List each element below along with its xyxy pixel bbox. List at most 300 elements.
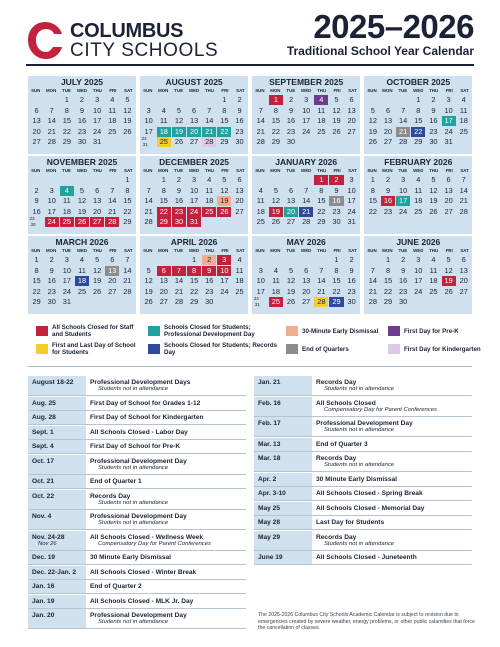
day-cell: 5: [146, 265, 151, 275]
weekday-label: MON: [46, 88, 57, 93]
day-cell: 13: [444, 185, 453, 195]
event-row: [254, 376, 472, 395]
event-row: [254, 502, 472, 515]
event-date: [254, 376, 312, 395]
blank-cell: [366, 95, 380, 105]
weekday-label: SAT: [348, 248, 357, 253]
event-title: All Schools Closed - Winter Break: [90, 568, 197, 576]
day-cell: 13: [32, 116, 41, 125]
day-cell: 4: [431, 255, 436, 264]
blank-cell: [45, 95, 59, 105]
event-separator: [28, 628, 246, 629]
blank-cell: [30, 95, 44, 105]
day-cell: 2: [401, 255, 406, 264]
event-description: [312, 397, 472, 416]
weekday-label: TUE: [286, 168, 296, 173]
day-cell: 3: [446, 95, 451, 104]
day-cell: 15: [189, 276, 199, 285]
day-cell: 7: [146, 185, 151, 195]
event-row: [254, 438, 472, 451]
event-date: [254, 452, 312, 471]
day-cell: 29: [189, 297, 199, 306]
weekday-label: MON: [158, 248, 169, 253]
weekday-label: WED: [76, 248, 88, 253]
month-december-2025: [140, 156, 248, 234]
day-cell: 14: [368, 276, 377, 285]
day-cell: 15: [383, 276, 393, 285]
day-cell: 20: [284, 207, 298, 217]
weekday-label: MON: [382, 88, 393, 93]
day-cell: 8: [334, 265, 339, 275]
day-cell: 18: [414, 196, 423, 205]
day-cell: 17: [442, 116, 456, 126]
weekday-header: [364, 248, 472, 254]
weekday-label: TUE: [286, 88, 296, 93]
day-cell: 1: [370, 175, 375, 184]
day-cell: 9: [349, 265, 354, 275]
weekday-label: MON: [382, 168, 393, 173]
day-cell: 20: [347, 116, 356, 125]
day-cell: 2: [202, 255, 216, 265]
day-cell: 20: [32, 126, 41, 136]
day-cell: 6: [110, 255, 115, 264]
day-cell: 30: [172, 217, 186, 227]
event-description: [86, 426, 246, 439]
event-note: Students not in attendance: [98, 386, 169, 392]
event-row: [28, 580, 246, 593]
legend-item: [148, 322, 282, 340]
day-cell: 2: [385, 175, 391, 184]
day-cell: 3: [192, 175, 197, 184]
blank-cell: [172, 255, 186, 265]
day-cell: 7: [49, 105, 54, 115]
day-cell: 11: [63, 196, 71, 205]
day-cell: 19: [286, 286, 296, 296]
event-date: [28, 580, 86, 593]
weekday-label: WED: [413, 88, 424, 93]
day-cell: 24: [444, 126, 453, 136]
month-calendars: [28, 76, 472, 316]
day-cell: 14: [399, 116, 408, 125]
month-title: MARCH 2026: [55, 237, 109, 247]
weekday-label: SUN: [31, 88, 41, 93]
weekday-label: TUE: [174, 168, 184, 173]
weekday-label: SUN: [31, 168, 41, 173]
day-cell: 1: [161, 175, 166, 184]
event-title: Professional Development Days: [90, 379, 191, 386]
weekday-label: THU: [205, 168, 215, 173]
day-cell: 13: [302, 276, 311, 285]
month-title: SEPTEMBER 2025: [269, 77, 344, 87]
day-cell: 26: [75, 217, 89, 227]
weekday-label: SUN: [255, 88, 265, 93]
event-title: All Schools Closed - Wellness Week: [90, 533, 203, 541]
day-grid: [28, 94, 136, 148]
event-description: [312, 551, 472, 564]
day-cell: 17: [396, 196, 410, 206]
weekday-label: TUE: [398, 168, 408, 173]
event-title: Professional Development Day: [316, 420, 413, 427]
day-cell: 8: [370, 185, 375, 195]
day-cell: 6: [461, 255, 466, 264]
day-grid: [140, 94, 248, 148]
day-cell: 12: [368, 116, 377, 125]
event-row: [254, 551, 472, 564]
day-cell: 18: [235, 276, 244, 285]
month-march-2026: [28, 236, 136, 314]
event-description: [86, 510, 246, 529]
month-april-2026: [140, 236, 248, 314]
blank-cell: [187, 95, 201, 105]
day-cell: 16: [205, 276, 214, 285]
day-cell: 24: [93, 126, 102, 136]
day-cell: 1: [314, 175, 328, 185]
day-cell: 17: [189, 196, 199, 205]
day-cell: 22: [62, 126, 71, 136]
day-cell: 9: [49, 265, 54, 275]
day-cell: 26: [271, 217, 281, 226]
event-title: Records Day: [316, 455, 357, 462]
day-grid: [364, 254, 472, 308]
event-date-text: June 19: [258, 554, 283, 561]
event-date-text: Feb. 17: [258, 420, 281, 427]
day-cell: 11: [272, 276, 280, 285]
day-cell: 14: [47, 116, 56, 125]
day-cell: 26: [286, 297, 296, 306]
weekday-label: SUN: [143, 248, 153, 253]
legend-label: Schools Closed for Students; Records Day: [164, 342, 278, 356]
weekday-label: THU: [92, 168, 102, 173]
event-date: [28, 376, 86, 395]
day-cell: 6: [192, 105, 197, 115]
event-row: [254, 452, 472, 471]
weekday-label: SUN: [367, 88, 377, 93]
event-row: [254, 531, 472, 550]
blank-cell: [314, 255, 328, 265]
weekday-label: MON: [270, 88, 281, 93]
blank-cell: [157, 255, 171, 265]
day-cell: 8: [273, 105, 278, 115]
day-cell: 12: [93, 265, 102, 275]
weekday-header: [28, 248, 136, 254]
day-cell: 31: [187, 217, 201, 227]
blank-cell: [284, 175, 298, 185]
weekday-label: FRI: [333, 88, 341, 93]
day-cell: 22: [189, 286, 199, 296]
day-cell: 20: [383, 126, 393, 136]
day-cell: 16: [347, 276, 356, 285]
event-date-text: Aug. 28: [32, 414, 56, 421]
event-date-text: Dec. 22-Jan. 2: [32, 568, 76, 576]
event-date: [28, 531, 86, 550]
day-cell: 1: [222, 95, 227, 104]
day-cell: 8: [416, 105, 421, 115]
day-cell: 3: [64, 255, 69, 264]
day-cell: 7: [319, 265, 324, 275]
day-cell: 27: [302, 297, 311, 306]
event-title: 30 Minute Early Dismissal: [316, 475, 397, 483]
day-cell: 15: [368, 196, 377, 205]
blank-cell: [60, 175, 74, 185]
day-cell: 28: [174, 297, 184, 306]
event-date-text: Jan. 16: [32, 583, 55, 590]
day-cell: 21: [317, 286, 326, 296]
legend-item: [36, 340, 144, 358]
event-date: [254, 531, 312, 550]
day-cell: 7: [125, 255, 130, 264]
weekday-label: FRI: [333, 248, 341, 253]
weekday-label: TUE: [286, 248, 296, 253]
day-cell: 11: [78, 265, 86, 275]
weekday-label: FRI: [445, 88, 453, 93]
event-description: [86, 411, 246, 424]
day-cell: 6: [95, 185, 100, 195]
day-cell: 28: [123, 286, 132, 296]
event-description: [86, 397, 246, 410]
day-cell: 8: [222, 105, 227, 115]
day-cell: 22: [157, 207, 171, 217]
blank-cell: [269, 175, 283, 185]
day-cell: 13: [286, 196, 296, 205]
blank-cell: [284, 255, 298, 265]
blank-cell: [90, 175, 104, 185]
event-row: [28, 531, 246, 550]
day-cell: 10: [444, 105, 453, 115]
day-cell: 31: [93, 137, 102, 146]
day-cell: 13: [383, 116, 393, 125]
weekday-label: MON: [270, 168, 281, 173]
month-june-2026: [364, 236, 472, 314]
day-cell: 26: [429, 206, 438, 216]
day-cell: 25: [235, 286, 244, 296]
event-row: [254, 487, 472, 500]
day-cell: 19: [217, 196, 231, 206]
day-cell: 12: [429, 185, 438, 195]
event-date: [254, 397, 312, 416]
day-cell: 9: [288, 105, 294, 115]
day-cell: 25: [157, 137, 171, 147]
event-row: [254, 473, 472, 486]
day-cell: 18: [108, 116, 117, 125]
day-cell: 6: [304, 265, 309, 275]
legend: [36, 322, 481, 362]
day-cell: 11: [108, 105, 117, 115]
day-cell: 25: [202, 207, 216, 217]
event-date-text: Apr. 3-10: [258, 490, 286, 497]
day-cell: 18: [256, 206, 265, 216]
legend-label: First Day for Pre-K: [404, 327, 459, 335]
event-date: [254, 551, 312, 564]
weekday-label: TUE: [174, 248, 184, 253]
event-title: Professional Development Day: [90, 612, 187, 619]
day-cell: 8: [125, 185, 130, 195]
month-title: DECEMBER 2025: [159, 157, 230, 167]
event-note: Students not in attendance: [324, 386, 395, 392]
day-cell: 16: [399, 276, 408, 285]
legend-label: First Day for Kindergarten: [404, 345, 481, 353]
weekday-header: [140, 88, 248, 94]
blank-cell: [254, 255, 268, 265]
day-cell: 9: [79, 105, 85, 115]
day-cell: 5: [273, 185, 278, 195]
day-cell: 15: [414, 116, 423, 125]
event-note: Students not in attendance: [98, 619, 169, 625]
day-cell: 27: [108, 286, 117, 296]
day-cell: 21: [144, 206, 153, 216]
day-cell: 2: [431, 95, 436, 104]
day-cell: 5: [334, 95, 339, 104]
day-cell: 3: [349, 175, 354, 184]
day-cell: 15: [220, 116, 229, 125]
day-cell: 4: [273, 265, 278, 275]
district-logo[interactable]: [26, 18, 226, 64]
event-date-text: Mar. 18: [258, 455, 281, 462]
day-cell: 13: [235, 185, 244, 195]
day-cell: 23: [235, 126, 244, 136]
day-cell: 23: [429, 126, 438, 136]
day-cell: 11: [235, 265, 244, 275]
day-cell: 27: [444, 206, 453, 216]
day-cell: 21: [47, 126, 56, 136]
day-cell: 23 30: [29, 216, 36, 227]
event-row: [28, 566, 246, 579]
event-title: Professional Development Day: [90, 513, 187, 520]
event-description: [86, 566, 246, 579]
weekday-label: TUE: [62, 88, 71, 93]
day-cell: 4: [416, 175, 421, 184]
weekday-label: SAT: [460, 168, 469, 173]
weekday-label: THU: [429, 88, 439, 93]
weekday-header: [252, 88, 360, 94]
day-cell: 12: [332, 105, 341, 115]
day-cell: 15: [32, 276, 41, 285]
event-date-text: Mar. 13: [258, 440, 281, 448]
event-description: [312, 438, 472, 451]
day-grid: [28, 174, 136, 228]
event-row: [28, 510, 246, 529]
event-title: All Schools Closed - Spring Break: [316, 490, 423, 497]
day-cell: 1: [385, 255, 391, 264]
month-november-2025: [28, 156, 136, 234]
logo-line-2: CITY SCHOOLS: [70, 40, 219, 61]
day-cell: 12: [220, 185, 229, 195]
day-cell: 6: [157, 266, 171, 276]
weekday-label: SUN: [255, 168, 265, 173]
day-cell: 23: [205, 286, 214, 296]
event-row: [254, 397, 472, 416]
weekday-header: [252, 248, 360, 254]
day-cell: 14: [108, 196, 117, 205]
event-row: [254, 516, 472, 529]
weekday-label: WED: [76, 88, 88, 93]
blank-cell: [396, 95, 410, 105]
day-cell: 17: [144, 126, 153, 136]
day-grid: [140, 174, 248, 228]
day-cell: 27: [347, 126, 356, 136]
day-cell: 31: [62, 297, 71, 306]
section-divider: [28, 366, 472, 367]
day-cell: 10: [144, 116, 153, 125]
legend-swatch: [148, 344, 160, 354]
day-cell: 26: [444, 286, 453, 296]
day-cell: 30: [332, 217, 341, 226]
day-cell: 17: [93, 116, 102, 125]
day-cell: 28: [47, 137, 56, 146]
day-cell: 11: [256, 196, 265, 205]
day-cell: 17: [414, 276, 423, 285]
legend-swatch: [36, 344, 48, 354]
day-cell: 12: [286, 276, 296, 285]
event-date: [28, 426, 86, 439]
weekday-label: SAT: [124, 248, 133, 253]
weekday-header: [28, 88, 136, 94]
day-cell: 21: [202, 127, 216, 137]
day-cell: 7: [207, 105, 212, 115]
weekday-label: SUN: [31, 248, 41, 253]
day-cell: 18: [271, 286, 281, 296]
weekday-label: WED: [76, 168, 88, 173]
event-date-text: August 18-22: [32, 379, 74, 386]
event-description: [312, 516, 472, 529]
day-cell: 6: [34, 105, 39, 115]
day-cell: 25: [77, 286, 87, 296]
day-cell: 1: [34, 255, 39, 264]
day-cell: 25: [414, 206, 423, 216]
logo-mark-icon: [26, 19, 64, 61]
day-cell: 14: [174, 276, 184, 285]
weekday-label: SAT: [460, 248, 469, 253]
month-january-2026: [252, 156, 360, 234]
day-cell: 27: [159, 297, 168, 306]
day-cell: 24: [347, 206, 356, 216]
day-cell: 5: [125, 95, 130, 104]
day-cell: 2: [237, 95, 242, 104]
day-cell: 6: [349, 95, 354, 104]
day-cell: 1: [125, 175, 130, 184]
event-title: Records Day: [316, 533, 357, 541]
legend-swatch: [388, 326, 400, 336]
day-cell: 29: [317, 217, 326, 226]
day-cell: 6: [288, 185, 294, 195]
event-date: [28, 510, 86, 529]
legend-item: [36, 322, 144, 340]
day-cell: 1: [192, 255, 197, 264]
blank-cell: [142, 255, 156, 265]
day-cell: 8: [187, 266, 201, 276]
day-cell: 29: [383, 297, 393, 306]
day-cell: 11: [459, 105, 468, 115]
blank-cell: [45, 175, 59, 185]
day-cell: 17: [256, 286, 265, 296]
disclaimer: The 2025-2026 Columbus City Schools Academic Calendar is subject to revision due to emergencies created by severe weather, energy problems, or other public calamities that force the cancellation of classes.: [258, 612, 475, 632]
day-cell: 13: [159, 276, 168, 285]
day-cell: 4: [79, 255, 85, 264]
day-cell: 19: [368, 126, 377, 136]
weekday-label: SUN: [367, 248, 377, 253]
day-cell: 24: [220, 286, 229, 296]
event-date: [28, 411, 86, 424]
day-cell: 14: [205, 116, 214, 125]
day-cell: 21: [459, 196, 468, 205]
day-cell: 24: [302, 126, 311, 136]
weekday-label: MON: [158, 168, 169, 173]
day-cell: 12: [271, 196, 281, 205]
day-cell: 27: [383, 137, 393, 146]
day-cell: 30: [235, 137, 244, 146]
weekday-header: [364, 168, 472, 174]
event-date: [28, 397, 86, 410]
day-cell: 12: [144, 276, 153, 285]
